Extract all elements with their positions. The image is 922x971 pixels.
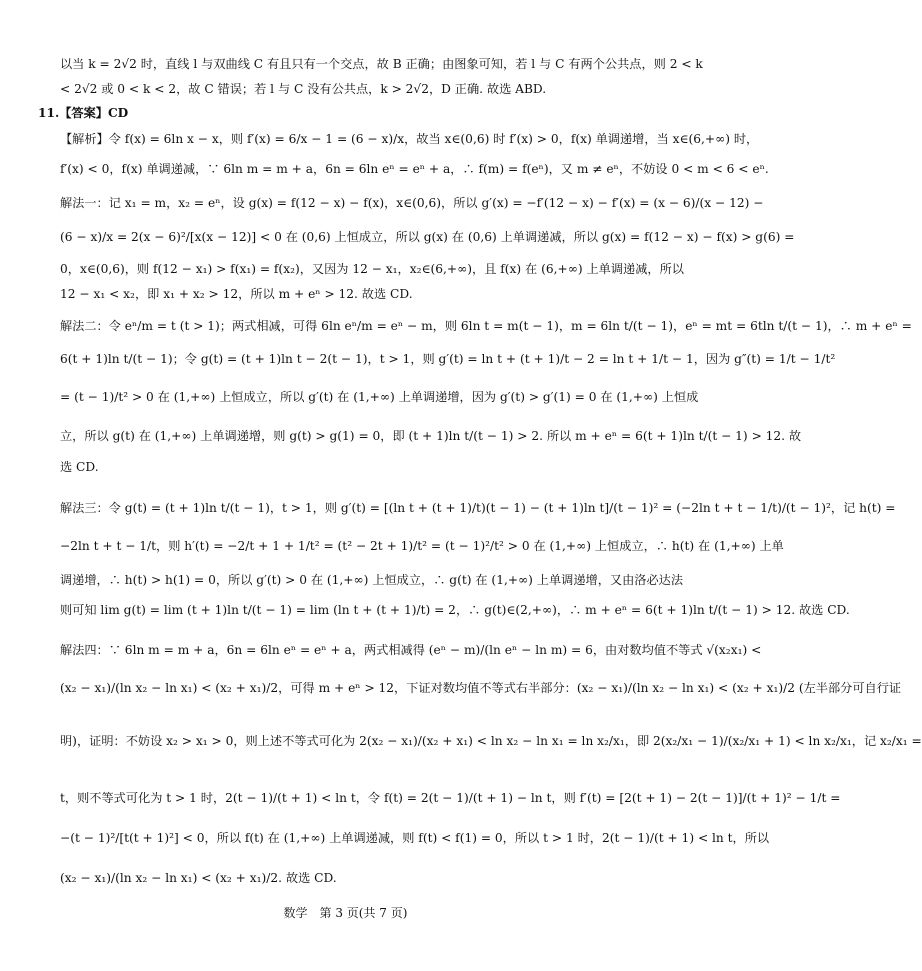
- text-line: 6(t + 1)ln t/(t − 1)；令 g(t) = (t + 1)ln t − 2(t − 1)，t > 1，则 g′(t) = ln t + (t + 1)/t − 2 = ln t + 1/t − 1，因为 g″(t) = 1/t − 1/t²: [60, 352, 836, 366]
- text-line: < 2√2 或 0 < k < 2，故 C 错误；若 l 与 C 没有公共点，k > 2√2，D 正确. 故选 ABD.: [60, 82, 547, 96]
- text-line: 则可知 lim g(t) = lim (t + 1)ln t/(t − 1) = lim (ln t + (t + 1)/t) = 2，∴ g(t)∈(2,+∞)，∴ m + eⁿ = 6(t + 1)ln t/(t − 1) > 12. 故选 CD.: [60, 603, 850, 617]
- page-footer: 数学 第 3 页(共 7 页): [283, 906, 408, 920]
- answer-heading: 11.【答案】CD: [38, 106, 129, 120]
- text-line: f′(x) < 0，f(x) 单调递减，∵ 6ln m = m + a，6n = 6ln eⁿ = eⁿ + a，∴ f(m) = f(eⁿ)，又 m ≠ eⁿ，不妨设 0 < m < 6 < eⁿ.: [60, 162, 769, 176]
- text-line: (x₂ − x₁)/(ln x₂ − ln x₁) < (x₂ + x₁)/2. 故选 CD.: [60, 871, 337, 885]
- text-line: 选 CD.: [60, 460, 99, 474]
- text-line: t，则不等式可化为 t > 1 时，2(t − 1)/(t + 1) < ln t，令 f(t) = 2(t − 1)/(t + 1) − ln t，则 f′(t) = [2(t + 1) − 2(t − 1)]/(t + 1)² − 1/t =: [60, 791, 841, 805]
- text-line: 0，x∈(0,6)，则 f(12 − x₁) > f(x₁) = f(x₂)，又因为 12 − x₁，x₂∈(6,+∞)，且 f(x) 在 (6,+∞) 上单调递减，所以: [60, 262, 684, 276]
- text-line: 明)，证明：不妨设 x₂ > x₁ > 0，则上述不等式可化为 2(x₂ − x₁)/(x₂ + x₁) < ln x₂ − ln x₁ = ln x₂/x₁，即 2(x₂/x₁ − 1)/(x₂/x₁ + 1) < ln x₂/x₁，记 x₂/x₁ =: [60, 734, 922, 748]
- text-line: −2ln t + t − 1/t，则 h′(t) = −2/t + 1 + 1/t² = (t² − 2t + 1)/t² = (t − 1)²/t² > 0 在 (1,+∞) 上恒成立，∴ h(t) 在 (1,+∞) 上单: [60, 539, 784, 553]
- text-line: 以当 k = 2√2 时，直线 l 与双曲线 C 有且只有一个交点，故 B 正确；由图象可知，若 l 与 C 有两个公共点，则 2 < k: [60, 57, 703, 71]
- text-line: −(t − 1)²/[t(t + 1)²] < 0，所以 f(t) 在 (1,+∞) 上单调递减，则 f(t) < f(1) = 0，所以 t > 1 时，2(t − 1)/(t + 1) < ln t，所以: [60, 831, 770, 845]
- text-line: 立，所以 g(t) 在 (1,+∞) 上单调递增，则 g(t) > g(1) = 0，即 (t + 1)ln t/(t − 1) > 2. 所以 m + eⁿ = 6(t + 1)ln t/(t − 1) > 12. 故: [60, 429, 802, 443]
- text-line: 12 − x₁ < x₂，即 x₁ + x₂ > 12，所以 m + eⁿ > 12. 故选 CD.: [60, 287, 413, 301]
- text-line: 解法三：令 g(t) = (t + 1)ln t/(t − 1)，t > 1，则 g′(t) = [(ln t + (t + 1)/t)(t − 1) − (t + 1)ln t]/(t − 1)² = (−2ln t + t − 1/t)/(t − 1)²，记 h(t) =: [60, 501, 896, 515]
- text-line: (x₂ − x₁)/(ln x₂ − ln x₁) < (x₂ + x₁)/2，可得 m + eⁿ > 12，下证对数均值不等式右半部分：(x₂ − x₁)/(ln x₂ − ln x₁) < (x₂ + x₁)/2 (左半部分可自行证: [60, 681, 902, 695]
- text-line: 【解析】令 f(x) = 6ln x − x，则 f′(x) = 6/x − 1 = (6 − x)/x，故当 x∈(0,6) 时 f′(x) > 0，f(x) 单调递增，当 x∈(6,+∞) 时，: [60, 132, 759, 146]
- text-line: 解法二：令 eⁿ/m = t (t > 1)；两式相减，可得 6ln eⁿ/m = eⁿ − m，则 6ln t = m(t − 1)，m = 6ln t/(t − 1)，eⁿ = mt = 6tln t/(t − 1)，∴ m + eⁿ =: [60, 319, 912, 333]
- text-line: = (t − 1)/t² > 0 在 (1,+∞) 上恒成立，所以 g′(t) 在 (1,+∞) 上单调递增，因为 g′(t) > g′(1) = 0 在 (1,+∞) 上恒成: [60, 390, 699, 404]
- text-line: 解法一：记 x₁ = m，x₂ = eⁿ，设 g(x) = f(12 − x) − f(x)，x∈(0,6)，所以 g′(x) = −f′(12 − x) − f′(x) = (x − 6)/(x − 12) −: [60, 196, 764, 210]
- text-line: (6 − x)/x = 2(x − 6)²/[x(x − 12)] < 0 在 (0,6) 上恒成立，所以 g(x) 在 (0,6) 上单调递减，所以 g(x) = f(12 − x) − f(x) > g(6) =: [60, 230, 795, 244]
- text-line: 调递增，∴ h(t) > h(1) = 0，所以 g′(t) > 0 在 (1,+∞) 上恒成立，∴ g(t) 在 (1,+∞) 上单调递增，又由洛必达法: [60, 573, 684, 587]
- text-line: 解法四：∵ 6ln m = m + a，6n = 6ln eⁿ = eⁿ + a，两式相减得 (eⁿ − m)/(ln eⁿ − ln m) = 6，由对数均值不等式 √(x₂x₁) <: [60, 643, 762, 657]
